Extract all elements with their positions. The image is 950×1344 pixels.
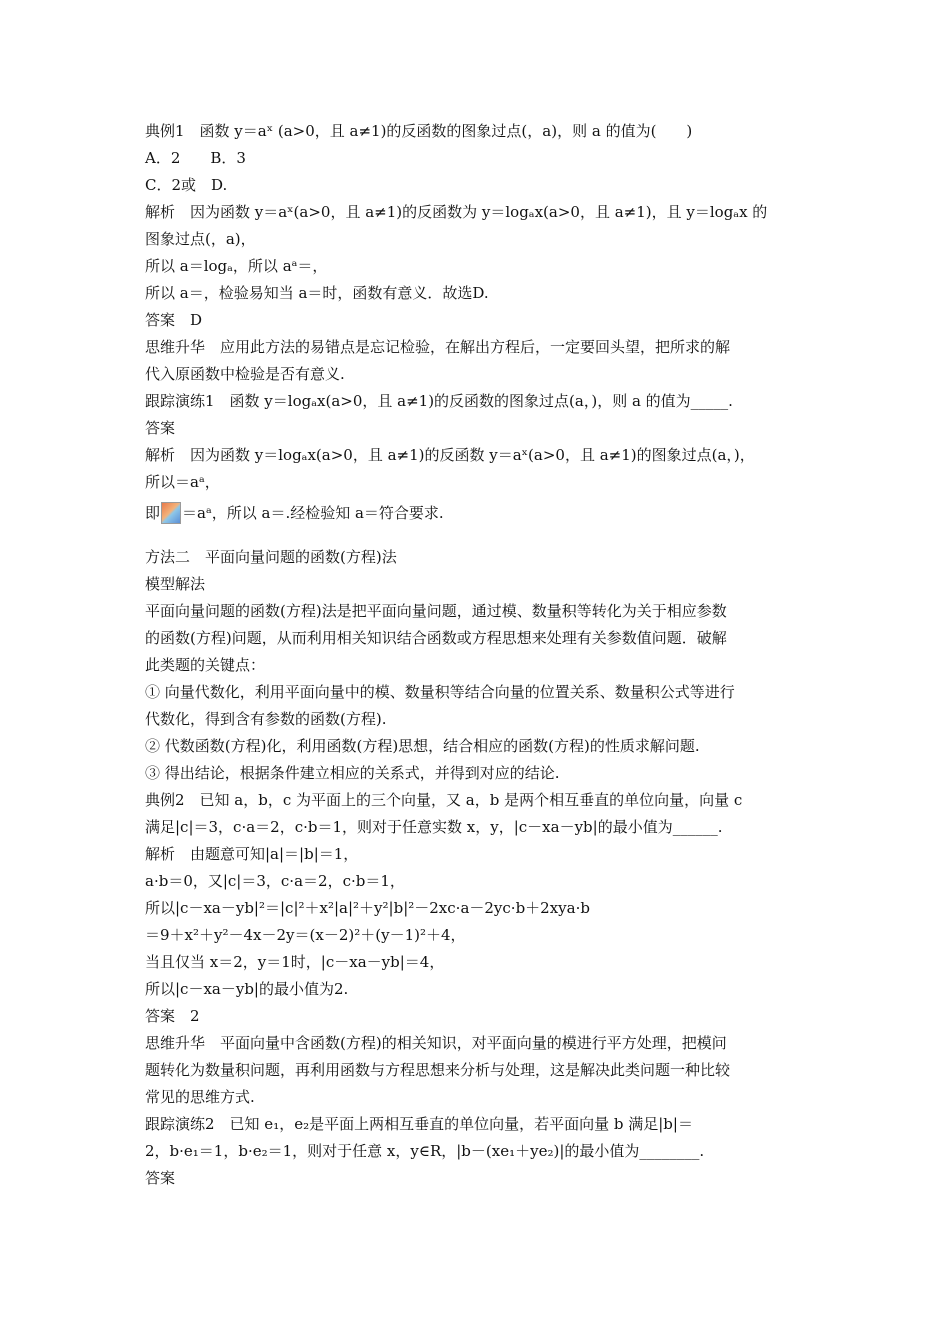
- text-line: 此类题的关键点：: [145, 656, 266, 674]
- text-line: 的函数(方程)问题，从而利用相关知识结合函数或方程思想来处理有关参数值问题．破解: [145, 629, 727, 647]
- text-line: 答案 D: [145, 311, 203, 329]
- text-line: ③ 得出结论，根据条件建立相应的关系式，并得到对应的结论.: [145, 764, 560, 782]
- text-line: 当且仅当 x＝2，y＝1时，|c－xa－yb|＝4，: [145, 953, 445, 971]
- text-line: ② 代数函数(方程)化，利用函数(方程)思想，结合相应的函数(方程)的性质求解问题.: [145, 737, 700, 755]
- text-line: 答案: [145, 1169, 176, 1187]
- text-line: 所以 a＝logₐ，所以 aᵃ＝，: [145, 257, 328, 275]
- text-line: C．2或 D.: [145, 176, 228, 194]
- text-line: 典例2 已知 a，b，c 为平面上的三个向量，又 a，b 是两个相互垂直的单位向量，向量 c: [145, 791, 743, 809]
- text-line: 满足|c|＝3，c·a＝2，c·b＝1，则对于任意实数 x，y，|c－xa－yb|的最小值为______.: [145, 818, 723, 836]
- text-line: A．2 B．3: [145, 149, 246, 167]
- text-line: 图象过点(，a)，: [145, 230, 256, 248]
- text-line: 模型解法: [145, 575, 206, 593]
- text-line: 跟踪演练2 已知 e₁，e₂是平面上两相互垂直的单位向量，若平面向量 b 满足|b|＝: [145, 1115, 693, 1133]
- text-line: 思维升华 应用此方法的易错点是忘记检验，在解出方程后，一定要回头望，把所求的解: [145, 338, 731, 356]
- document-page: [145, 118, 810, 1192]
- section-gap: [145, 530, 810, 544]
- text-line: 常见的思维方式.: [145, 1088, 255, 1106]
- text-line-with-image: [145, 496, 810, 530]
- text-line: 解析 由题意可知|a|＝|b|＝1，: [145, 845, 359, 863]
- text-line: 解析 因为函数 y＝logₐx(a>0，且 a≠1)的反函数 y＝aˣ(a>0，且 a≠1)的图象过点(a，)，: [145, 446, 755, 464]
- text-line: 所以|c－xa－yb|²＝|c|²＋x²|a|²＋y²|b|²－2xc·a－2yc·b＋2xya·b: [145, 899, 590, 917]
- text-line: 代入原函数中检验是否有意义.: [145, 365, 345, 383]
- text-line: 典例1 函数 y＝aˣ (a>0，且 a≠1)的反函数的图象过点(，a)，则 a 的值为( ): [145, 122, 693, 140]
- text-line: 跟踪演练1 函数 y＝logₐx(a>0，且 a≠1)的反函数的图象过点(a，)，则 a 的值为_____.: [145, 392, 733, 410]
- text-line: 答案 2: [145, 1007, 200, 1025]
- image-line-suffix: ＝aᵃ，所以 a＝.经检验知 a＝符合要求.: [182, 504, 444, 522]
- text-line: ＝9＋x²＋y²－4x－2y＝(x－2)²＋(y－1)²＋4，: [145, 926, 466, 944]
- text-line: 所以＝aᵃ，: [145, 473, 220, 491]
- text-line: 平面向量问题的函数(方程)法是把平面向量问题，通过模、数量积等转化为关于相应参数: [145, 602, 727, 620]
- broken-image-icon: [161, 502, 181, 524]
- image-line-prefix: 即: [145, 504, 161, 522]
- text-line: ① 向量代数化，利用平面向量中的模、数量积等结合向量的位置关系、数量积公式等进行: [145, 683, 735, 701]
- text-line: 所以 a＝，检验易知当 a＝时，函数有意义．故选D.: [145, 284, 489, 302]
- text-line: 解析 因为函数 y＝aˣ(a>0，且 a≠1)的反函数为 y＝logₐx(a>0，且 a≠1)，且 y＝logₐx 的: [145, 203, 768, 221]
- text-line: 2，b·e₁＝1，b·e₂＝1，则对于任意 x，y∈R，|b－(xe₁＋ye₂)|的最小值为________.: [145, 1142, 705, 1160]
- section-heading: 方法二 平面向量问题的函数(方程)法: [145, 548, 397, 566]
- text-line: 所以|c－xa－yb|的最小值为2.: [145, 980, 349, 998]
- text-line: 代数化，得到含有参数的函数(方程).: [145, 710, 387, 728]
- text-line: 思维升华 平面向量中含函数(方程)的相关知识，对平面向量的模进行平方处理，把模问: [145, 1034, 727, 1052]
- text-line: a·b＝0，又|c|＝3，c·a＝2，c·b＝1，: [145, 872, 405, 890]
- text-line: 答案: [145, 419, 176, 437]
- text-line: 题转化为数量积问题，再利用函数与方程思想来分析与处理，这是解决此类问题一种比较: [145, 1061, 731, 1079]
